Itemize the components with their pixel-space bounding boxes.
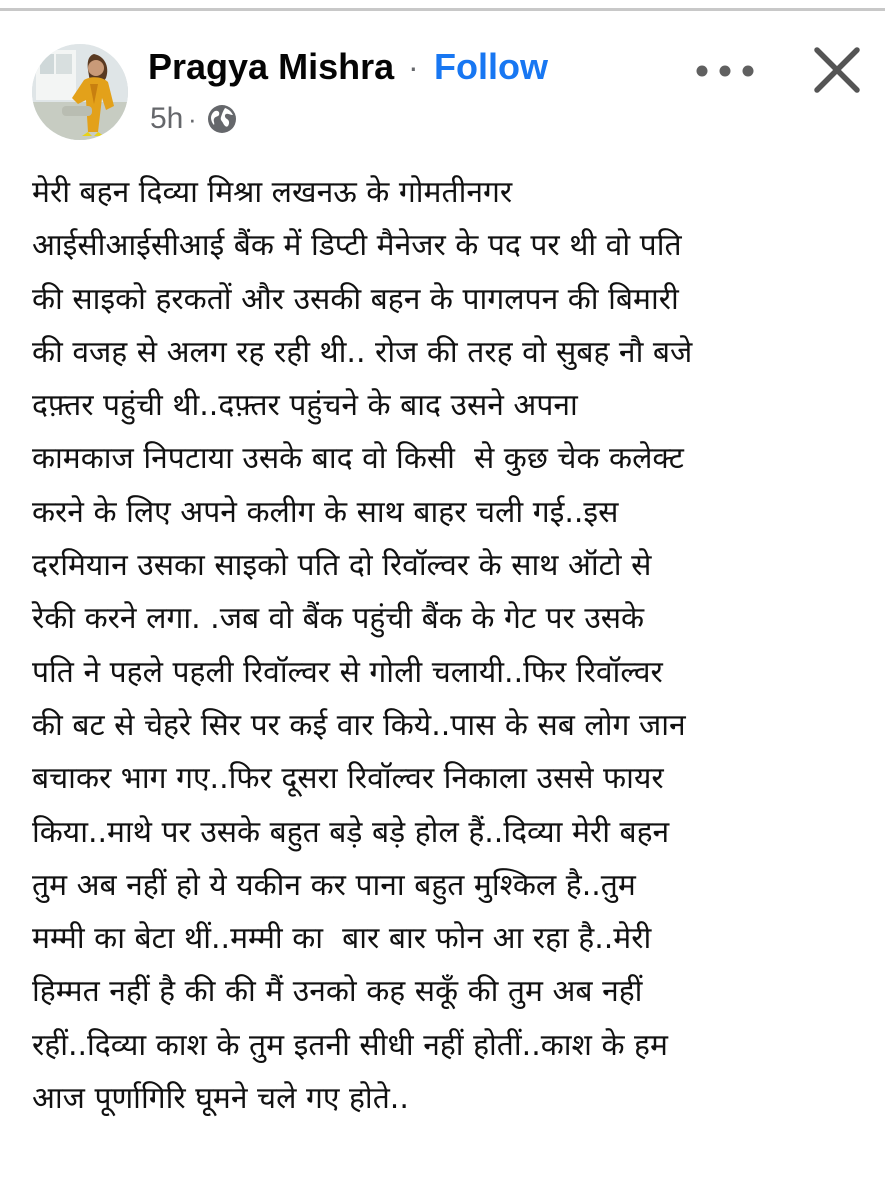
timestamp-separator: · [188, 104, 197, 134]
post-timestamp[interactable]: 5h [150, 102, 184, 135]
post-text-line: हिम्मत नहीं है की की मैं उनको कह सकूँ की तुम अब नहीं [32, 974, 643, 1010]
close-button[interactable] [808, 41, 866, 99]
close-icon [808, 41, 866, 99]
post-text-line: कामकाज निपटाया उसके बाद वो किसी से कुछ चेक कलेक्ट [32, 441, 684, 477]
post-text-line: पति ने पहले पहली रिवॉल्वर से गोली चलायी..फिर रिवॉल्वर [32, 654, 663, 690]
post-text-line: किया..माथे पर उसके बहुत बड़े बड़े होल हैं..दिव्या मेरी बहन [32, 814, 670, 850]
avatar[interactable] [32, 44, 128, 140]
post-text-line: दफ़्तर पहुंची थी..दफ़्तर पहुंचने के बाद उसने अपना [32, 388, 578, 424]
author-name[interactable]: Pragya Mishra [148, 46, 395, 87]
post-text-line: रहीं..दिव्या काश के तुम इतनी सीधी नहीं होतीं..काश के हम [32, 1027, 668, 1063]
post-text-line: की वजह से अलग रह रही थी.. रोज की तरह वो सुबह नौ बजे [32, 334, 693, 370]
post-text-line: की बट से चेहरे सिर पर कई वार किये..पास के सब लोग जान [32, 707, 686, 743]
post-text-line: बचाकर भाग गए..फिर दूसरा रिवॉल्वर निकाला उससे फायर [32, 761, 664, 797]
post-text-line: तुम अब नहीं हो ये यकीन कर पाना बहुत मुश्किल है..तुम [32, 867, 636, 903]
post-text-line: मम्मी का बेटा थीं..मम्मी का बार बार फोन आ रहा है..मेरी [32, 921, 652, 957]
avatar-photo-icon [32, 44, 128, 140]
post-header [0, 11, 885, 146]
post-text [32, 166, 872, 1125]
globe-icon[interactable] [206, 103, 238, 135]
more-options-button[interactable] [692, 51, 758, 91]
post-text-line: रेकी करने लगा. .जब वो बैंक पहुंची बैंक के गेट पर उसके [32, 601, 645, 637]
post-text-line: आईसीआईसीआई बैंक में डिप्टी मैनेजर के पद पर थी वो पति [32, 228, 682, 264]
post-text-line: आज पूर्णागिरि घूमने चले गए होते.. [32, 1081, 409, 1117]
post-text-line: की साइको हरकतों और उसकी बहन के पागलपन की बिमारी [32, 281, 679, 317]
follow-button[interactable]: Follow [434, 46, 548, 87]
name-separator: · [408, 49, 419, 85]
post-text-line: करने के लिए अपने कलीग के साथ बाहर चली गई..इस [32, 494, 619, 530]
post-text-line: दरमियान उसका साइको पति दो रिवॉल्वर के साथ ऑटो से [32, 548, 652, 584]
globe-icon [206, 103, 238, 135]
post-text-line: मेरी बहन दिव्या मिश्रा लखनऊ के गोमतीनगर [32, 175, 513, 210]
more-horizontal-icon [692, 51, 758, 91]
